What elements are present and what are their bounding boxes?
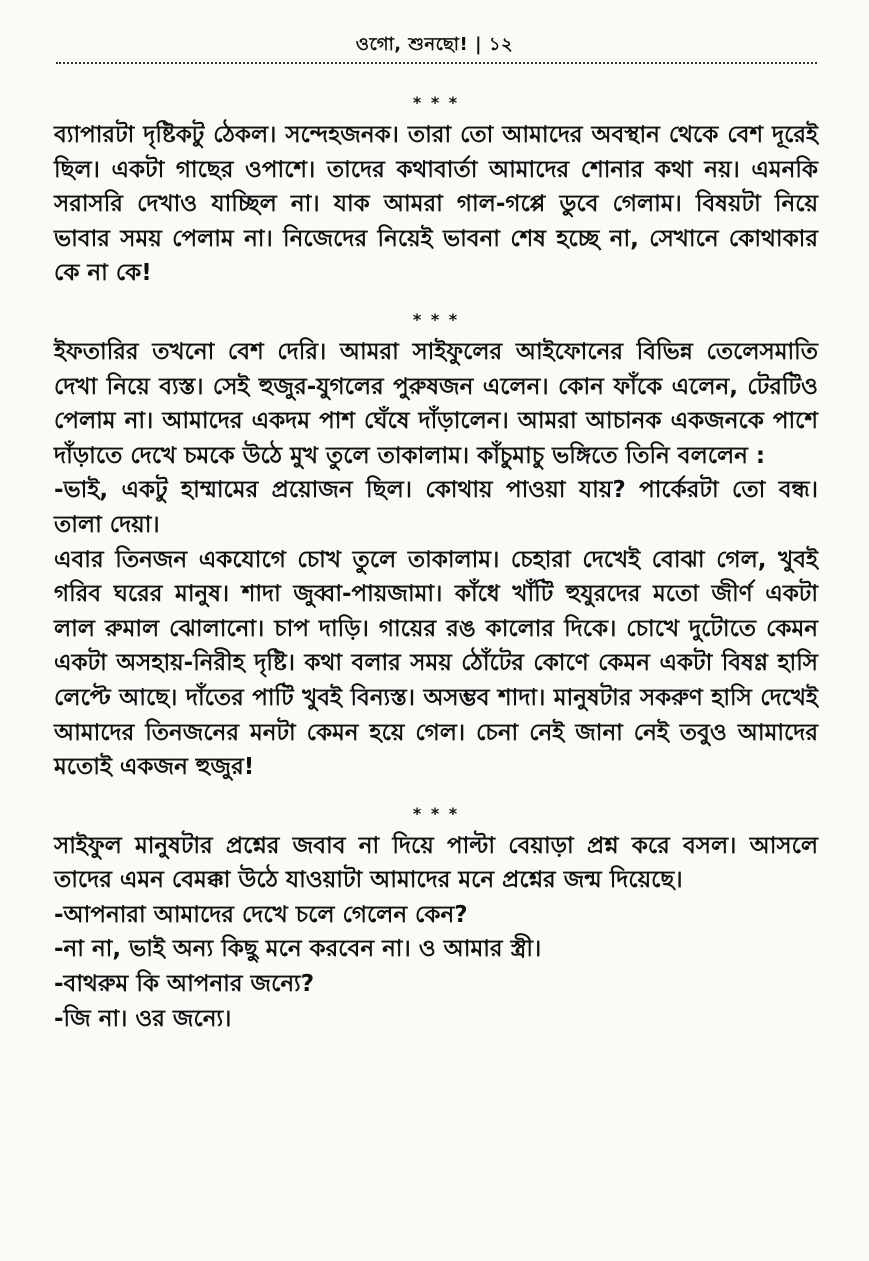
paragraph: ইফতারির তখনো বেশ দেরি। আমরা সাইফুলের আইফোনের বিভিন্ন তেলেসমাতি দেখা নিয়ে ব্যস্ত। সেই হুজুর-যুগলের পুরুষজন এলেন। কোন ফাঁকে এলেন, টেরটিও পেলাম না। আমাদের একদম পাশ ঘেঁষে দাঁড়ালেন। আমরা আচানক একজনকে পাশে দাঁড়াতে দেখে চমকে উঠে মুখ তুলে তাকালাম। কাঁচুমাচু ভঙ্গিতে তিনি বললেন : <box>54 338 818 469</box>
dialogue-line: -আপনারা আমাদের দেখে চলে গেলেন কেন? <box>54 901 468 928</box>
dialogue-line: -না না, ভাই অন্য কিছু মনে করবেন না। ও আমার স্ত্রী। <box>54 936 542 963</box>
dialogue-line: -জি না। ওর জন্যে। <box>54 1005 232 1032</box>
dialogue-line: -বাথরুম কি আপনার জন্যে? <box>54 971 315 998</box>
dialogue-line: -ভাই, একটু হাম্মামের প্রয়োজন ছিল। কোথায় পাওয়া যায়? পার্কেরটা তো বন্ধ। তালা দেয়া। <box>54 477 818 538</box>
running-header: ওগো, শুনছো! | ১২ <box>355 34 514 55</box>
section-separator: * * * <box>412 309 460 329</box>
paragraph: ব্যাপারটা দৃষ্টিকটু ঠেকল। সন্দেহজনক। তারা তো আমাদের অবস্থান থেকে বেশ দূরেই ছিল। একটা গাছের ওপাশে। তাদের কথাবার্তা আমাদের শোনার কথা নয়। এমনকি সরাসরি দেখাও যাচ্ছিল না। যাক আমরা গাল-গপ্পে ডুবে গেলাম। বিষয়টা নিয়ে ভাবার সময় পেলাম না। নিজেদের নিয়েই ভাবনা শেষ হচ্ছে না, সেখানে কোথাকার কে না কে! <box>54 122 818 287</box>
page-body <box>54 88 818 1036</box>
section-separator: * * * <box>412 803 460 823</box>
section-separator: * * * <box>412 93 460 112</box>
header-dotted-rule <box>56 62 817 64</box>
paragraph: সাইফুল মানুষটার প্রশ্নের জবাব না দিয়ে পাল্টা বেয়াড়া প্রশ্ন করে বসল। আসলে তাদের এমন বেমক্কা উঠে যাওয়াটা আমাদের মনে প্রশ্নের জন্ম দিয়েছে। <box>54 832 818 894</box>
paragraph: এবার তিনজন একযোগে চোখ তুলে তাকালাম। চেহারা দেখেই বোঝা গেল, খুবই গরিব ঘরের মানুষ। শাদা জুব্বা-পায়জামা। কাঁধে খাঁটি হুযুরদের মতো জীর্ণ একটা লাল রুমাল ঝোলানো। চাপ দাড়ি। গায়ের রঙ কালোর দিকে। চোখে দুটোতে কেমন একটা অসহায়-নিরীহ দৃষ্টি। কথা বলার সময় ঠোঁটের কোণে কেমন একটা বিষণ্ণ হাসি লেপ্টে আছে। দাঁতের পাটি খুবই বিন্যস্ত। অসম্ভব শাদা। মানুষটার সকরুণ হাসি দেখেই আমাদের তিনজনের মনটা কেমন হয়ে গেল। চেনা নেই জানা নেই তবুও আমাদের মতোই একজন হুজুর! <box>54 546 818 781</box>
